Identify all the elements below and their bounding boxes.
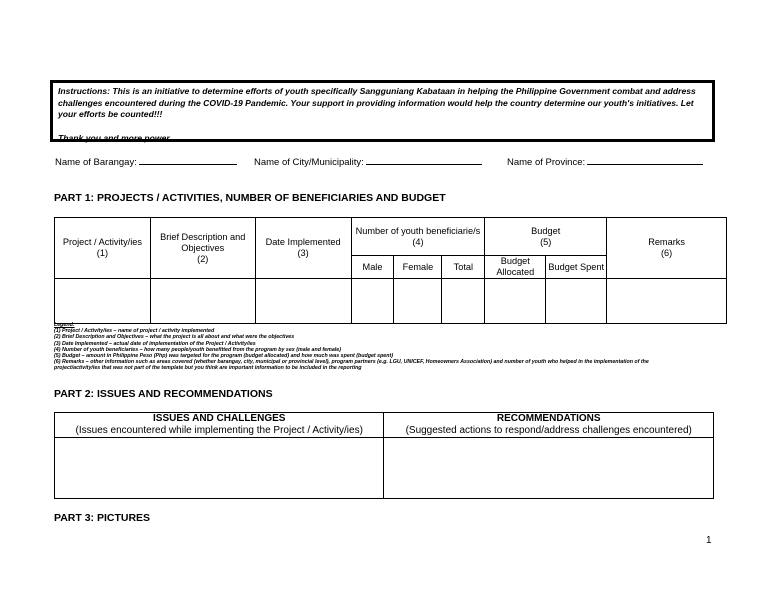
legend-title: Legend: xyxy=(54,322,75,328)
col-youth-header: Number of youth beneficiarie/s (4) xyxy=(351,218,485,256)
table-row xyxy=(55,279,727,324)
col-budget-header: Budget (5) xyxy=(485,218,607,256)
col-date-header: Date Implemented (3) xyxy=(255,218,351,279)
city-field[interactable] xyxy=(254,157,482,168)
cell-date[interactable] xyxy=(255,279,351,324)
legend-item: project/activity/ies that was not part of the template but you think are important information to be included in the reporting xyxy=(54,365,362,372)
province-label: Name of Province: xyxy=(507,157,586,168)
sub-total: Total xyxy=(442,256,485,279)
issues-cell[interactable] xyxy=(55,438,384,499)
legend-item: (3) Date Implemented – actual date of implementation of the Project / Activity/ies xyxy=(54,340,256,347)
sub-male: Male xyxy=(351,256,394,279)
cell-female[interactable] xyxy=(394,279,442,324)
part2-title: PART 2: ISSUES AND RECOMMENDATIONS xyxy=(54,388,273,400)
legend-item: (5) Budget – amount in Philippine Peso (Php) was targeted for the program (budget allocated) and how much was spent (budget spent) xyxy=(54,353,394,360)
legend-item: (2) Brief Description and Objectives – what the project is all about and what were the objectives xyxy=(54,334,295,341)
cell-total[interactable] xyxy=(442,279,485,324)
part3-title: PART 3: PICTURES xyxy=(54,512,151,524)
issues-table xyxy=(54,412,714,499)
sub-female: Female xyxy=(394,256,442,279)
recommendations-cell[interactable] xyxy=(384,438,714,499)
city-label: Name of City/Municipality: xyxy=(254,157,364,168)
legend-item: (1) Project / Activity/ies – name of project / activity implemented xyxy=(54,328,215,335)
instructions-thanks: Thank you and more power. xyxy=(58,132,172,143)
cell-remarks[interactable] xyxy=(607,279,727,324)
issues-header: ISSUES AND CHALLENGES (Issues encountered while implementing the Project / Activity/ies) xyxy=(55,413,384,438)
instructions-box xyxy=(50,80,715,142)
sub-spent: Budget Spent xyxy=(546,256,607,279)
instructions-text: Instructions: This is an initiative to determine efforts of youth specifically Sangguniang Kabataan in helping the Philippine Government combat and address challenges encountered during the COVID-19 Pandemic. Your support in providing information would help the country determine our youth's initiatives. Let your efforts be counted!!! xyxy=(58,86,696,120)
cell-project[interactable] xyxy=(55,279,151,324)
barangay-line[interactable] xyxy=(139,163,237,165)
col-brief-header: Brief Description and Objectives (2) xyxy=(150,218,255,279)
page-number: 1 xyxy=(706,535,712,546)
barangay-field[interactable] xyxy=(55,157,237,168)
cell-spent[interactable] xyxy=(546,279,607,324)
table-row xyxy=(55,438,714,499)
sub-allocated: Budget Allocated xyxy=(485,256,546,279)
part1-title: PART 1: PROJECTS / ACTIVITIES, NUMBER OF BENEFICIARIES AND BUDGET xyxy=(54,192,446,204)
province-line[interactable] xyxy=(587,163,703,165)
city-line[interactable] xyxy=(366,163,482,165)
recommendations-header: RECOMMENDATIONS (Suggested actions to respond/address challenges encountered) xyxy=(384,413,714,438)
province-field[interactable] xyxy=(507,157,703,168)
legend-item: (4) Number of youth beneficiaries – how many people/youth benefitted from the program by sex (male and female) xyxy=(54,346,341,353)
legend-item: (6) Remarks – other information such as areas covered (whether barangay, city, municipal or provincial level), program partners (e.g. LGU, UNICEF, Homeowners Association) and number of youth who helped in the implementation of the xyxy=(54,359,649,366)
projects-table xyxy=(54,217,727,324)
cell-brief[interactable] xyxy=(150,279,255,324)
cell-allocated[interactable] xyxy=(485,279,546,324)
legend xyxy=(54,322,734,372)
cell-male[interactable] xyxy=(351,279,394,324)
barangay-label: Name of Barangay: xyxy=(55,157,137,168)
col-project-header: Project / Activity/ies (1) xyxy=(55,218,151,279)
col-remarks-header: Remarks (6) xyxy=(607,218,727,279)
